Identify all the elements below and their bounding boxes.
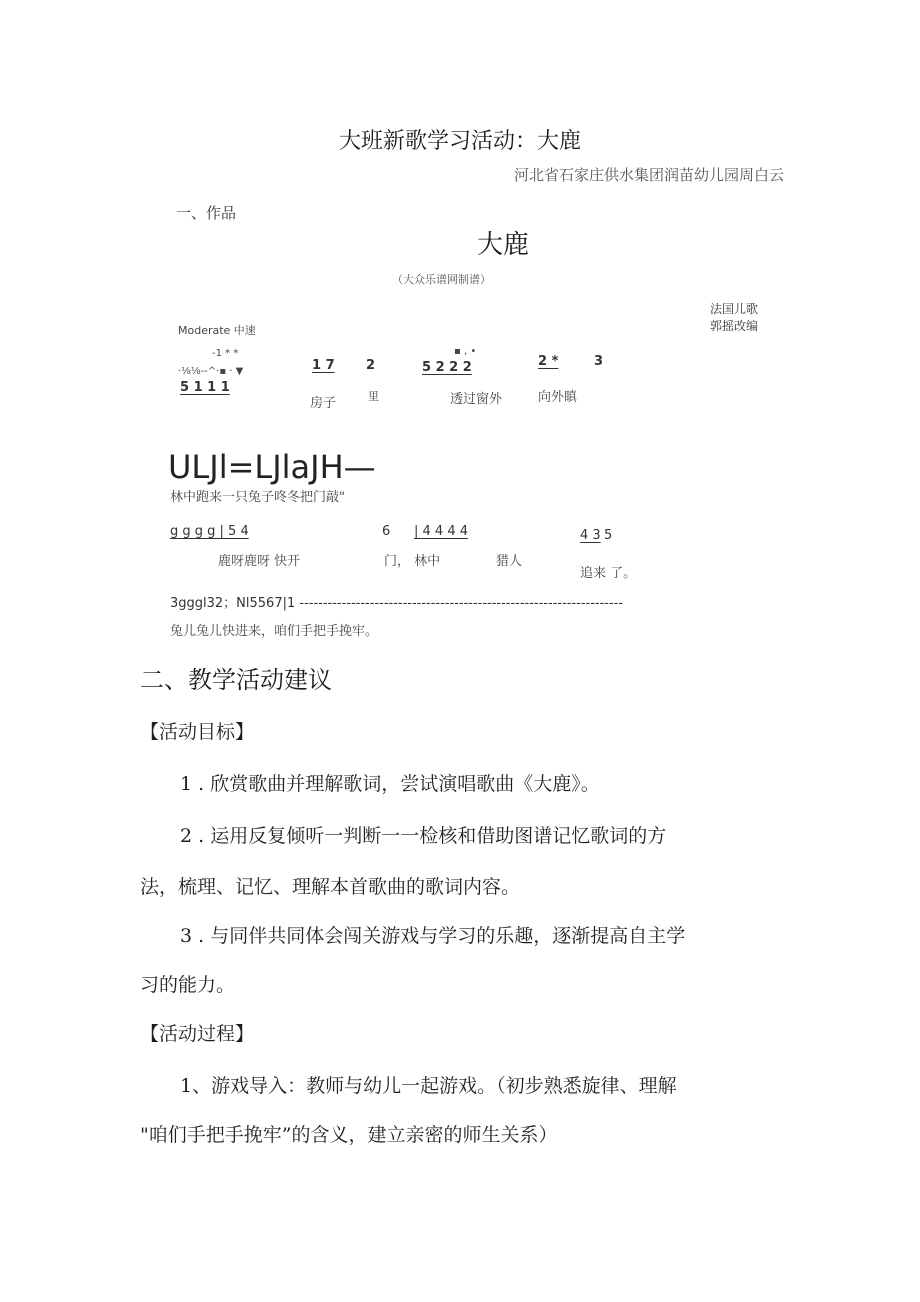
score-row1-dots: ▪ , • bbox=[454, 346, 477, 357]
goals-label: 【活动目标】 bbox=[140, 721, 255, 743]
section-two-heading: 二、教学活动建议 bbox=[140, 666, 332, 694]
step-1-line-2: "咱们手把手挽牢”的含义，建立亲密的师生关系） bbox=[140, 1124, 558, 1146]
score-row1-notes-b: 1 7 bbox=[312, 358, 335, 373]
process-label: 【活动过程】 bbox=[140, 1023, 255, 1045]
score-row1-notes-c: 5 2 2 2 bbox=[422, 360, 472, 375]
goal-3-line-1: 3 . 与同伴共同体会闯关游戏与学习的乐趣，逐渐提高自主学 bbox=[180, 925, 686, 947]
score-row1-note-2: 2 bbox=[366, 358, 376, 373]
section-one-heading: 一、作品 bbox=[176, 204, 237, 222]
score-row3-notes-b: | 4 4 4 4 bbox=[414, 524, 468, 539]
score-row1-lyric-2: 里 bbox=[368, 390, 379, 403]
score-row3-note-6: 6 bbox=[382, 524, 391, 539]
author-line: 河北省石家庄供水集团润苗幼儿园周白云 bbox=[513, 166, 784, 184]
goal-3-line-2: 习的能力。 bbox=[140, 974, 236, 996]
song-origin bbox=[710, 301, 758, 335]
score-row3-lyric-4: 追来 了。 bbox=[580, 566, 637, 581]
origin-line-1: 法国儿歌 bbox=[710, 302, 759, 316]
step-1-line-1: 1、游戏导入：教师与幼儿一起游戏。（初步熟悉旋律、理解 bbox=[180, 1075, 677, 1097]
score-row3-notes-c: 4 3 bbox=[580, 528, 601, 543]
score-row1-lyric-4: 向外瞋 bbox=[538, 390, 578, 405]
score-row1-notes-a: 5 1 1 1 bbox=[180, 380, 230, 395]
score-row3-lyric-2: 门， 林中 bbox=[384, 554, 441, 569]
document-title: 大班新歌学习活动：大鹿 bbox=[338, 129, 581, 154]
song-title: 大鹿 bbox=[476, 230, 529, 260]
score-row1-key: ·⅛⅛--^·▪ · ▼ bbox=[178, 366, 244, 377]
origin-line-2: 郭摇改编 bbox=[710, 319, 759, 333]
score-row3-notes-a: g g g g | 5 4 bbox=[170, 524, 249, 539]
tempo-marking: Moderate 中速 bbox=[178, 324, 256, 337]
score-row1-note-3: 3 bbox=[594, 354, 604, 369]
score-row3-note-5: 5 bbox=[604, 528, 613, 543]
score-row3-lyric-3: 猎人 bbox=[496, 554, 523, 569]
score-row4-lyrics: 兔儿兔儿快进来，咱们手把手挽牢。 bbox=[170, 624, 379, 639]
score-garbled-line: ULJl=LJlaJH— bbox=[168, 448, 376, 486]
goal-2-line-1: 2 . 运用反复倾听一判断一一检核和借助图谱记忆歌词的方 bbox=[180, 825, 667, 847]
score-row4-notes: 3gggl32；Nl5567|1 --------------------------------------------------------------------- bbox=[170, 596, 624, 611]
score-row1-lyric-1: 房子 bbox=[310, 396, 337, 411]
score-row1-lyric-3: 透过窗外 bbox=[450, 392, 503, 407]
score-row1-marks: -1 * * bbox=[212, 348, 239, 359]
song-source: （大众乐谱网制谱） bbox=[392, 273, 491, 286]
goal-2-line-2: 法，梳理、记忆、理解本首歌曲的歌词内容。 bbox=[140, 876, 521, 898]
goal-1: 1 . 欣赏歌曲并理解歌词，尝试演唱歌曲《大鹿》。 bbox=[180, 773, 600, 795]
score-row1-note-2star: 2 * bbox=[538, 354, 559, 369]
score-row3-lyric-1: 鹿呀鹿呀 快开 bbox=[218, 554, 301, 569]
score-row2-lyrics: 林中跑来一只兔子咚冬把门敲" bbox=[170, 490, 345, 505]
